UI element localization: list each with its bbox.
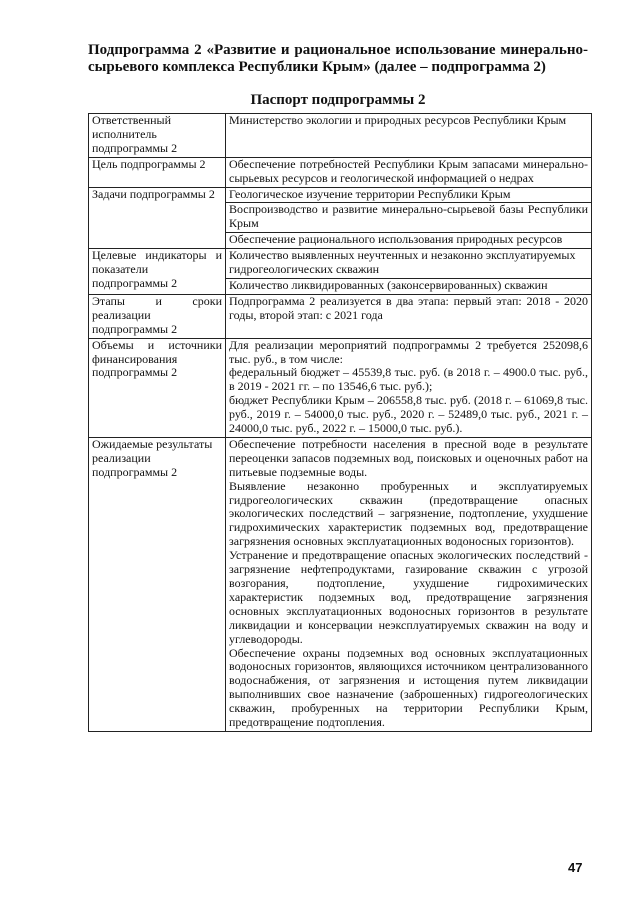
row-label-goal: Цель подпрограммы 2 bbox=[89, 157, 226, 187]
row-label-results: Ожидаемые результаты реализации подпрограммы 2 bbox=[89, 437, 226, 731]
row-label-indicators: Целевые индикаторы и показатели подпрограммы 2 bbox=[89, 249, 226, 295]
table-row bbox=[89, 157, 592, 187]
passport-title: Паспорт подпрограммы 2 bbox=[250, 92, 426, 108]
financing-regional: бюджет Республики Крым – 206558,8 тыс. руб. (2018 г. – 61069,8 тыс. руб., 2019 г. – 54000,0 тыс. руб., 2020 г. – 52489,0 тыс. руб., 2021 г. – 24000,0 тыс. руб., 2022 г. – 15000,0 тыс. руб.). bbox=[229, 393, 588, 436]
row-value-indicator-1: Количество выявленных неучтенных и незаконно эксплуатируемых гидрогеологических скважин bbox=[226, 249, 592, 279]
row-label-tasks: Задачи подпрограммы 2 bbox=[89, 187, 226, 249]
row-value-financing bbox=[226, 338, 592, 437]
table-row bbox=[89, 187, 592, 203]
subprogram-heading: Подпрограмма 2 «Развитие и рациональное использование минерально-сырьевого комплекса Республики Крым» (далее – подпрограмма 2) bbox=[88, 42, 588, 75]
page-number: 47 bbox=[568, 860, 583, 875]
financing-total: Для реализации мероприятий подпрограммы 2 требуется 252098,6 тыс. руб., в том числе: bbox=[229, 337, 588, 366]
row-value-task-1: Геологическое изучение территории Республики Крым bbox=[226, 187, 592, 203]
row-label-financing: Объемы и источники финансирования подпрограммы 2 bbox=[89, 338, 226, 437]
row-label-responsible: Ответственный исполнитель подпрограммы 2 bbox=[89, 114, 226, 158]
table-row bbox=[89, 249, 592, 279]
row-value-results bbox=[226, 437, 592, 731]
row-value-indicator-2: Количество ликвидированных (законсервированных) скважин bbox=[226, 278, 592, 294]
table-row bbox=[89, 114, 592, 158]
table-row bbox=[89, 294, 592, 338]
row-value-responsible: Министерство экологии и природных ресурсов Республики Крым bbox=[226, 114, 592, 158]
table-row bbox=[89, 437, 592, 731]
row-value-goal: Обеспечение потребностей Республики Крым запасами минерально-сырьевых ресурсов и геологической информацией о недрах bbox=[226, 157, 592, 187]
row-value-task-3: Обеспечение рационального использования природных ресурсов bbox=[226, 233, 592, 249]
row-label-stages: Этапы и сроки реализации подпрограммы 2 bbox=[89, 294, 226, 338]
result-paragraph-4: Обеспечение охраны подземных вод основных эксплуатационных водоносных горизонтов, являющихся источником централизованного водоснабжения, от загрязнения и истощения путем ликвидации выполнивших свое назначение (заброшенных) гидрогеологических скважин, пробуренных на территории Республики Крым, предотвращение подтопления. bbox=[229, 645, 588, 730]
result-paragraph-3: Устранение и предотвращение опасных экологических последствий - загрязнение нефтепродуктами, газирование скважин с угрозой возгорания, подтопление, ухудшение гидрохимических характеристик подземных вод, предотвращение загрязнения основных эксплуатационных водоносных горизонтов в результате ликвидации и консервации неэксплуатируемых скважин на воду и углеводороды. bbox=[229, 548, 588, 646]
result-paragraph-2: Выявление незаконно пробуренных и эксплуатируемых гидрогеологических скважин (предотвращение опасных экологических последствий – загрязнение, подтопление, ухудшение гидрохимических характеристик подземных вод, предотвращение загрязнения основных эксплуатационных водоносных горизонтов). bbox=[229, 478, 588, 549]
financing-federal: федеральный бюджет – 45539,8 тыс. руб. (в 2018 г. – 4900.0 тыс. руб., в 2019 - 2021 гг. – по 13546,6 тыс. руб.); bbox=[229, 365, 588, 394]
result-paragraph-1: Обеспечение потребности населения в пресной воде в результате переоценки запасов подземных вод, поисковых и оценочных работ на питьевые подземные воды. bbox=[229, 436, 588, 479]
row-value-stages: Подпрограмма 2 реализуется в два этапа: первый этап: 2018 - 2020 годы, второй этап: с 2021 года bbox=[226, 294, 592, 338]
table-row bbox=[89, 338, 592, 437]
passport-table bbox=[88, 113, 592, 732]
row-value-task-2: Воспроизводство и развитие минерально-сырьевой базы Республики Крым bbox=[226, 203, 592, 233]
